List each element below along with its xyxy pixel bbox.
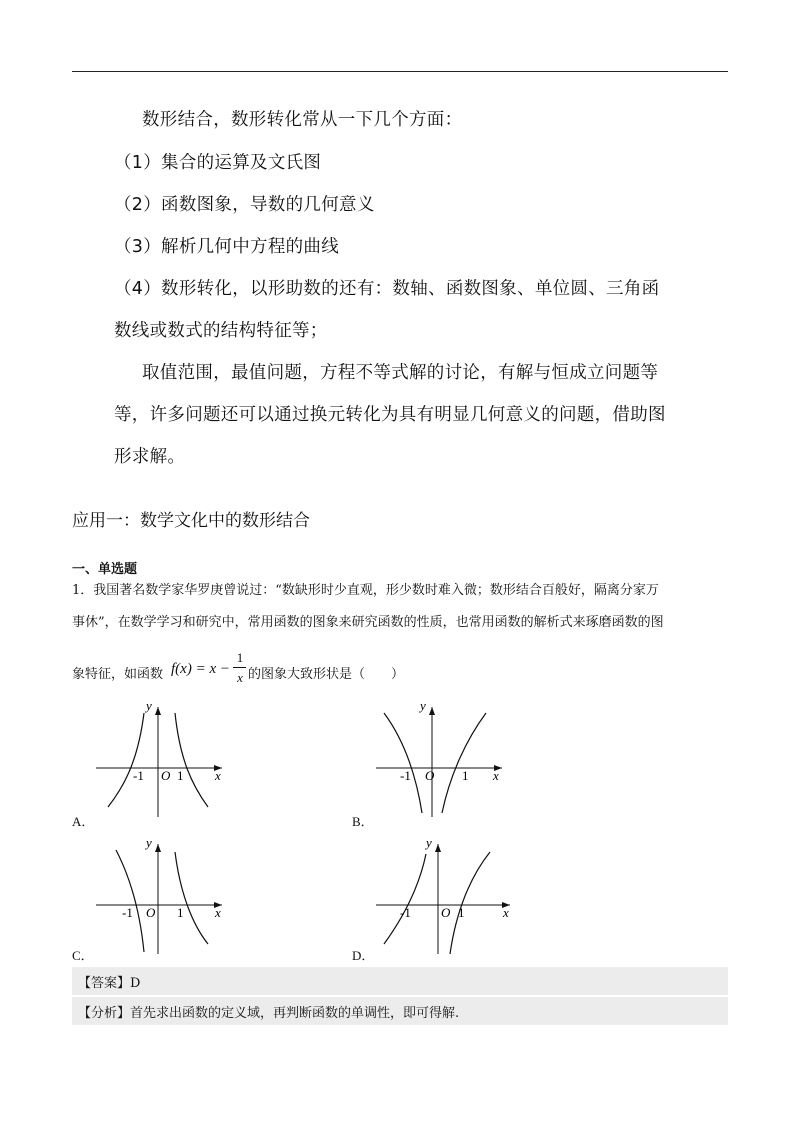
- graph-option-d[interactable]: [370, 832, 520, 957]
- intro-line-1: 数形结合，数形转化常从一下几个方面：: [142, 110, 463, 130]
- graph-b-origin-label: O: [425, 768, 435, 783]
- intro-para2-line3: 形求解。: [114, 447, 186, 467]
- graph-c-one-label: 1: [177, 905, 184, 920]
- section-title: 应用一：数学文化中的数形结合: [72, 511, 310, 531]
- formula-denominator: x: [237, 670, 243, 685]
- graph-a-y-label: y: [146, 698, 152, 713]
- graph-option-c[interactable]: [90, 832, 240, 957]
- formula-fraction-bar: [233, 667, 246, 668]
- intro-item-4b: 数线或数式的结构特征等；: [114, 321, 328, 341]
- intro-item-2: （2）函数图象，导数的几何意义: [114, 195, 375, 215]
- intro-para2-line2: 等，许多问题还可以通过换元转化为具有明显几何意义的问题，借助图: [114, 405, 666, 425]
- option-b-label[interactable]: B．: [352, 814, 374, 829]
- option-d-label[interactable]: D．: [352, 948, 375, 963]
- graph-b-neg-one-label: -1: [400, 768, 411, 783]
- graph-d-neg-one-label: -1: [400, 905, 411, 920]
- graph-option-a[interactable]: [90, 695, 240, 820]
- graph-a-origin-label: O: [161, 768, 171, 783]
- graph-c-y-label: y: [146, 835, 152, 850]
- function-formula: f(x) = x −: [171, 661, 230, 677]
- graph-a-x-label: x: [215, 768, 221, 783]
- graph-b-one-label: 1: [462, 768, 469, 783]
- question-line-3-suffix: 的图象大致形状是（ ）: [248, 667, 405, 682]
- option-c-label[interactable]: C．: [72, 948, 94, 963]
- graph-d-y-label: y: [426, 835, 432, 850]
- header-rule: [72, 71, 728, 72]
- graph-d-origin-label: O: [441, 905, 451, 920]
- question-type-heading: 一、单选题: [72, 562, 138, 577]
- graph-c-origin-label: O: [146, 905, 156, 920]
- question-line-3-prefix: 象特征，如函数: [72, 667, 164, 682]
- intro-item-4a: （4）数形转化，以形助数的还有：数轴、函数图象、单位圆、三角函: [114, 279, 660, 299]
- graph-a-neg-one-label: -1: [133, 768, 144, 783]
- graph-a-one-label: 1: [177, 768, 184, 783]
- answer-line: 【答案】D: [78, 976, 141, 991]
- analysis-box: [72, 997, 728, 1025]
- intro-para2-line1: 取值范围，最值问题，方程不等式解的讨论，有解与恒成立问题等: [142, 363, 659, 383]
- graph-d-one-label: 1: [458, 905, 465, 920]
- graph-b-y-label: y: [420, 698, 426, 713]
- question-line-1: 1．我国著名数学家华罗庚曾说过：“数缺形时少直观，形少数时难入微；数形结合百般好，隔离分家万: [72, 583, 659, 598]
- option-a-label[interactable]: A．: [72, 814, 95, 829]
- answer-box: [72, 967, 728, 995]
- formula-numerator: 1: [236, 650, 244, 665]
- intro-item-1: （1）集合的运算及文氏图: [114, 153, 322, 173]
- graph-option-b[interactable]: [370, 695, 520, 820]
- question-line-2: 事休”，在数学学习和研究中，常用函数的图象来研究函数的性质，也常用函数的解析式来琢磨函数的图: [72, 615, 664, 630]
- graph-b-x-label: x: [493, 768, 499, 783]
- intro-item-3: （3）解析几何中方程的曲线: [114, 237, 340, 257]
- graph-c-neg-one-label: -1: [122, 905, 133, 920]
- analysis-line: 【分析】首先求出函数的定义域，再判断函数的单调性，即可得解.: [78, 1006, 460, 1021]
- graph-c-x-label: x: [215, 905, 221, 920]
- graph-d-x-label: x: [503, 905, 509, 920]
